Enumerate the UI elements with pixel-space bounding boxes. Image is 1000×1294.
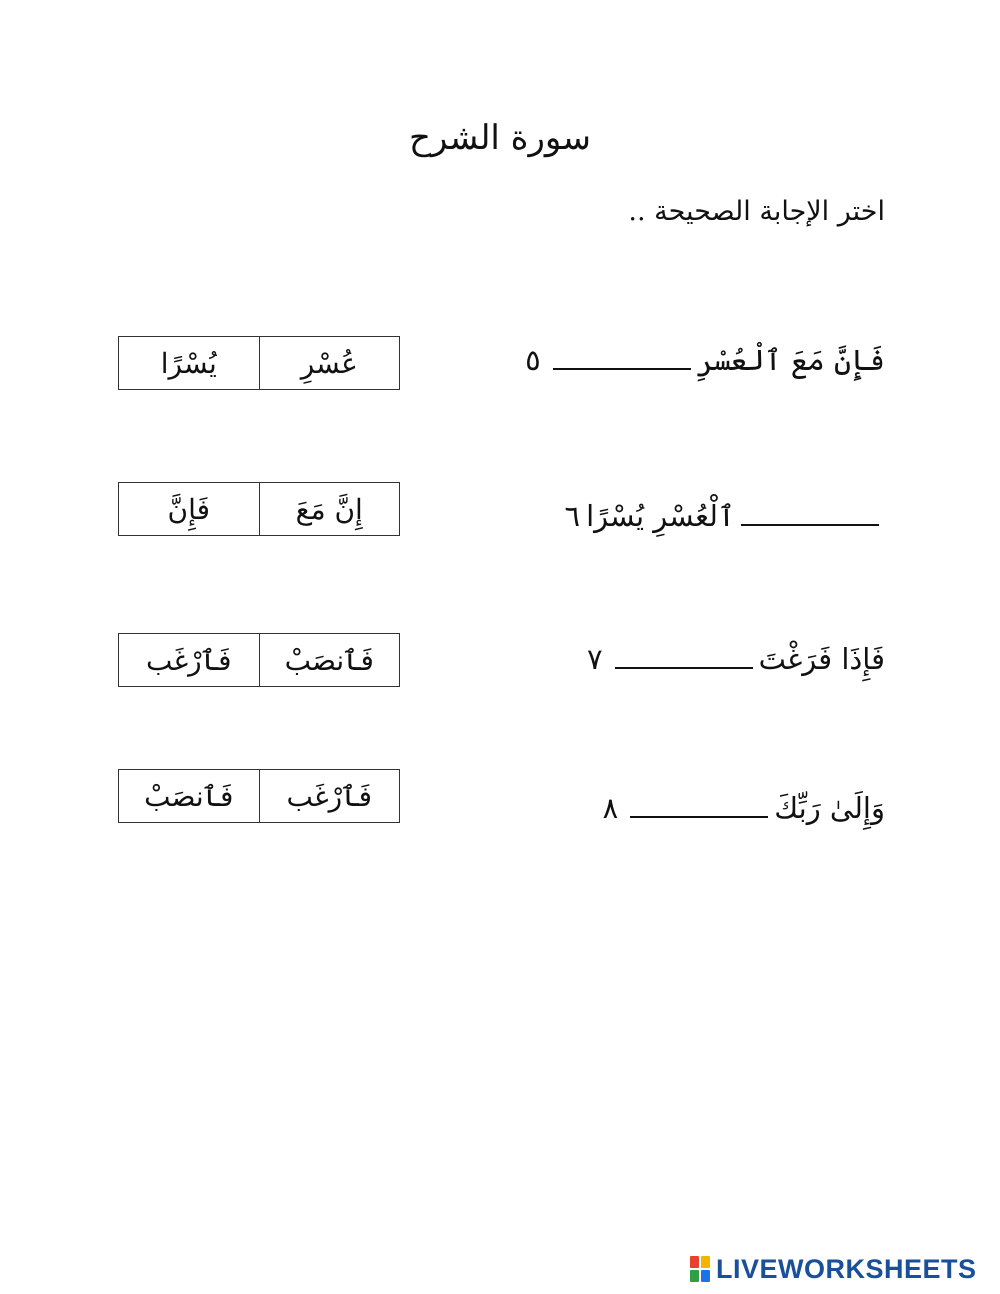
logo-square-green (690, 1270, 699, 1282)
verse-number: ٧ (587, 642, 603, 676)
instruction-text: اختر الإجابة الصحيحة .. (628, 196, 885, 227)
choice-option[interactable]: فَٱرْغَب (146, 643, 232, 677)
page-title: سورة الشرح (409, 118, 591, 158)
question-row (465, 786, 885, 830)
choice-box (118, 482, 400, 536)
logo-text: LIVEWORKSHEETS (716, 1253, 977, 1284)
choice-box (118, 336, 400, 390)
choice-option[interactable]: إِنَّ مَعَ (259, 483, 400, 535)
answer-blank[interactable] (741, 510, 879, 526)
choice-option[interactable]: فَٱنصَبْ (259, 634, 400, 686)
answer-blank[interactable] (615, 653, 753, 669)
choice-option[interactable]: فَٱرْغَب (259, 770, 400, 822)
logo-square-yellow (701, 1256, 710, 1268)
liveworksheets-logo-icon (690, 1256, 710, 1282)
logo-square-red (690, 1256, 699, 1268)
answer-blank[interactable] (553, 354, 691, 370)
choice-option[interactable]: يُسْرًا (160, 346, 217, 380)
question-row (465, 637, 885, 681)
logo-square-blue (701, 1270, 710, 1282)
verse-number: ٥ (525, 343, 541, 377)
choice-option[interactable]: فَٱنصَبْ (144, 779, 234, 813)
question-text-before: فَإِذَا فَرَغْتَ (758, 642, 885, 676)
question-text-before: وَإِلَىٰ رَبِّكَ (774, 791, 885, 825)
verse-number: ٦ (564, 499, 581, 533)
liveworksheets-logo[interactable] (690, 1254, 977, 1284)
verse-number: ٨ (602, 791, 619, 825)
choice-option[interactable]: عُسْرِ (259, 337, 400, 389)
question-row (465, 338, 885, 382)
question-text-before: فَإِنَّ مَعَ ٱلْعُسْرِ (696, 343, 885, 377)
choice-box (118, 633, 400, 687)
answer-blank[interactable] (630, 802, 768, 818)
choice-box (118, 769, 400, 823)
choice-option[interactable]: فَإِنَّ (167, 492, 210, 526)
question-text-after: ٱلْعُسْرِ يُسْرًا (586, 499, 735, 533)
question-row (465, 494, 885, 538)
